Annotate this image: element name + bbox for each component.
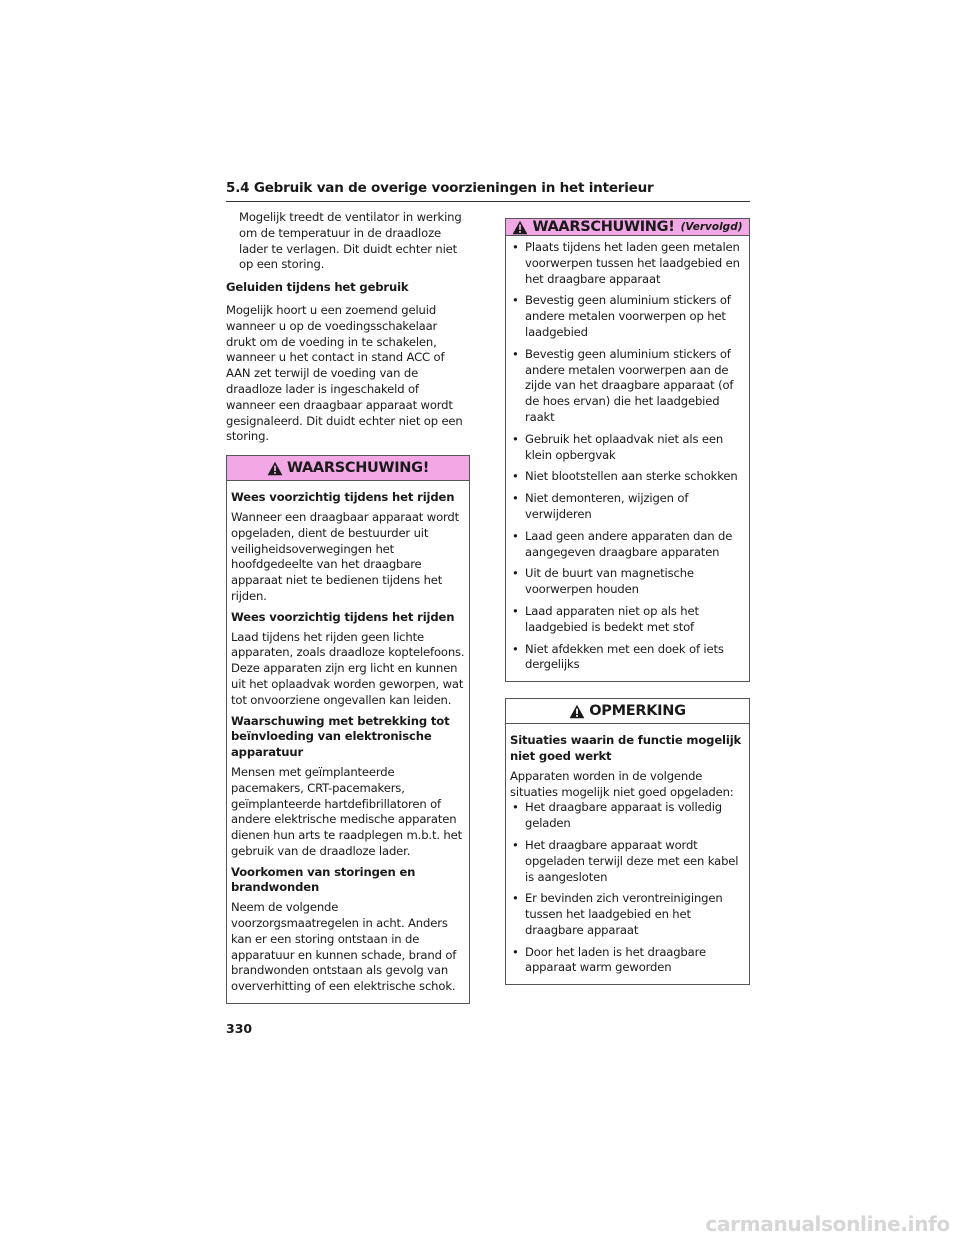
warning-triangle-icon xyxy=(267,461,283,476)
warning-continued-subtitle: (Vervolgd) xyxy=(680,221,743,233)
watermark: carmanualsonline.info xyxy=(705,1212,950,1236)
notice-text: Apparaten worden in de volgende situaties mogelijk niet goed opgeladen: xyxy=(510,768,734,799)
left-column xyxy=(226,210,470,1004)
warning-continued-title: WAARSCHUWING! xyxy=(532,219,675,235)
notice-box-title: OPMERKING xyxy=(589,703,686,720)
bullet-icon: • xyxy=(512,641,519,656)
bullet-icon: • xyxy=(512,800,519,815)
notice-bullet-list xyxy=(510,800,745,976)
warning-text-4: Neem de volgende voorzorgsmaatregelen in acht. Anders kan er een storing ontstaan in de apparatuur en kunnen schade, brand of brandwonden ontstaan als gevolg van oververhitting of een elektrische schok. xyxy=(231,900,457,994)
warning-text-3: Mensen met geïmplanteerde pacemakers, CRT-pacemakers, geïmplanteerde hartdefibrillatoren of andere elektrische medische apparaten dienen hun arts te raadplegen m.b.t. het gebruik van de draadloze lader. xyxy=(231,764,463,858)
bullet-icon: • xyxy=(512,491,519,506)
sounds-heading: Geluiden tijdens het gebruik xyxy=(226,280,409,295)
warning-heading-4: Voorkomen van storingen en brandwonden xyxy=(231,864,416,895)
warning-box-body xyxy=(227,481,469,1003)
list-item: • Uit de buurt van magnetische voorwerpen houden xyxy=(512,566,694,597)
warning-heading-2: Wees voorzichtig tijdens het rijden xyxy=(231,609,455,624)
bullet-icon: • xyxy=(512,293,519,308)
warning-box-title: WAARSCHUWING! xyxy=(286,460,430,477)
list-item: • Niet demonteren, wijzigen of verwijderen xyxy=(512,491,689,521)
warning-box-header xyxy=(227,456,469,481)
list-item: • Laad apparaten niet op als het laadgebied is bedekt met stof xyxy=(512,603,699,634)
list-item: • Gebruik het oplaadvak niet als een klein opbergvak xyxy=(512,431,724,462)
warning-continued-body xyxy=(506,236,749,681)
section-title: 5.4 Gebruik van de overige voorzieningen in het interieur xyxy=(226,180,654,196)
warning-continued-box xyxy=(505,218,750,682)
warning-text-2: Laad tijdens het rijden geen lichte apparaten, zoals draadloze koptelefoons. Deze apparaten zijn erg licht en kunnen uit het oplaadvak worden geworpen, wat tot onvoorziene ongevallen kan leiden. xyxy=(231,629,465,707)
notice-box-header xyxy=(506,699,749,724)
sounds-paragraph: Mogelijk hoort u een zoemend geluid wanneer u op de voedingsschakelaar drukt om de voeding in te schakelen, wanneer u het contact in stand ACC of AAN zet terwijl de voeding van de draadloze lader is ingeschakeld of wanneer een draagbaar apparaat wordt gesignaleerd. Dit duidt echter niet op een storing. xyxy=(226,302,463,444)
warning-bullet-list xyxy=(510,240,745,673)
bullet-icon: • xyxy=(512,944,519,959)
warning-triangle-icon xyxy=(569,704,585,719)
warning-heading-1: Wees voorzichtig tijdens het rijden xyxy=(231,490,455,505)
bullet-icon: • xyxy=(512,431,519,446)
bullet-icon: • xyxy=(512,891,519,906)
warning-triangle-icon xyxy=(512,220,528,235)
right-column xyxy=(505,218,750,985)
warning-continued-header xyxy=(506,219,749,236)
notice-box-body xyxy=(506,724,749,984)
warning-box xyxy=(226,455,470,1004)
notice-heading: Situaties waarin de functie mogelijk niet goed werkt xyxy=(510,733,742,763)
warning-text-1: Wanneer een draagbaar apparaat wordt opgeladen, dient de bestuurder uit veiligheidsoverwegingen het hoofdgedeelte van het draagbare apparaat niet te bedienen tijdens het rijden. xyxy=(231,509,460,603)
section-header xyxy=(226,180,750,202)
bullet-icon: • xyxy=(512,837,519,852)
list-item: • Plaats tijdens het laden geen metalen voorwerpen tussen het laadgebied en het draagbare apparaat xyxy=(512,240,740,286)
intro-paragraph: Mogelijk treedt de ventilator in werking om de temperatuur in de draadloze lader te verlagen. Dit duidt echter niet op een storing. xyxy=(239,210,462,272)
list-item: • Het draagbare apparaat wordt opgeladen terwijl deze met een kabel is aangesloten xyxy=(512,837,739,884)
bullet-icon: • xyxy=(512,603,519,618)
page-number: 330 xyxy=(226,1021,253,1036)
warning-heading-3: Waarschuwing met betrekking tot beïnvloeding van elektronische apparatuur xyxy=(231,713,450,760)
notice-box xyxy=(505,698,750,985)
bullet-icon: • xyxy=(512,469,519,484)
bullet-icon: • xyxy=(512,566,519,581)
list-item: • Niet afdekken met een doek of iets dergelijks xyxy=(512,641,724,672)
list-item: • Laad geen andere apparaten dan de aangegeven draagbare apparaten xyxy=(512,528,733,559)
list-item: • Er bevinden zich verontreinigingen tussen het laadgebied en het draagbare apparaat xyxy=(512,891,723,937)
list-item: • Niet blootstellen aan sterke schokken xyxy=(512,469,738,484)
list-item: • Door het laden is het draagbare apparaat warm geworden xyxy=(512,944,706,975)
bullet-icon: • xyxy=(512,240,519,254)
list-item: • Bevestig geen aluminium stickers of andere metalen voorwerpen aan de zijde van het draagbare apparaat (of de hoes ervan) die het laadgebied raakt xyxy=(512,346,734,424)
list-item: • Bevestig geen aluminium stickers of andere metalen voorwerpen op het laadgebied xyxy=(512,293,731,339)
bullet-icon: • xyxy=(512,346,519,361)
list-item: • Het draagbare apparaat is volledig geladen xyxy=(512,800,723,831)
bullet-icon: • xyxy=(512,528,519,543)
